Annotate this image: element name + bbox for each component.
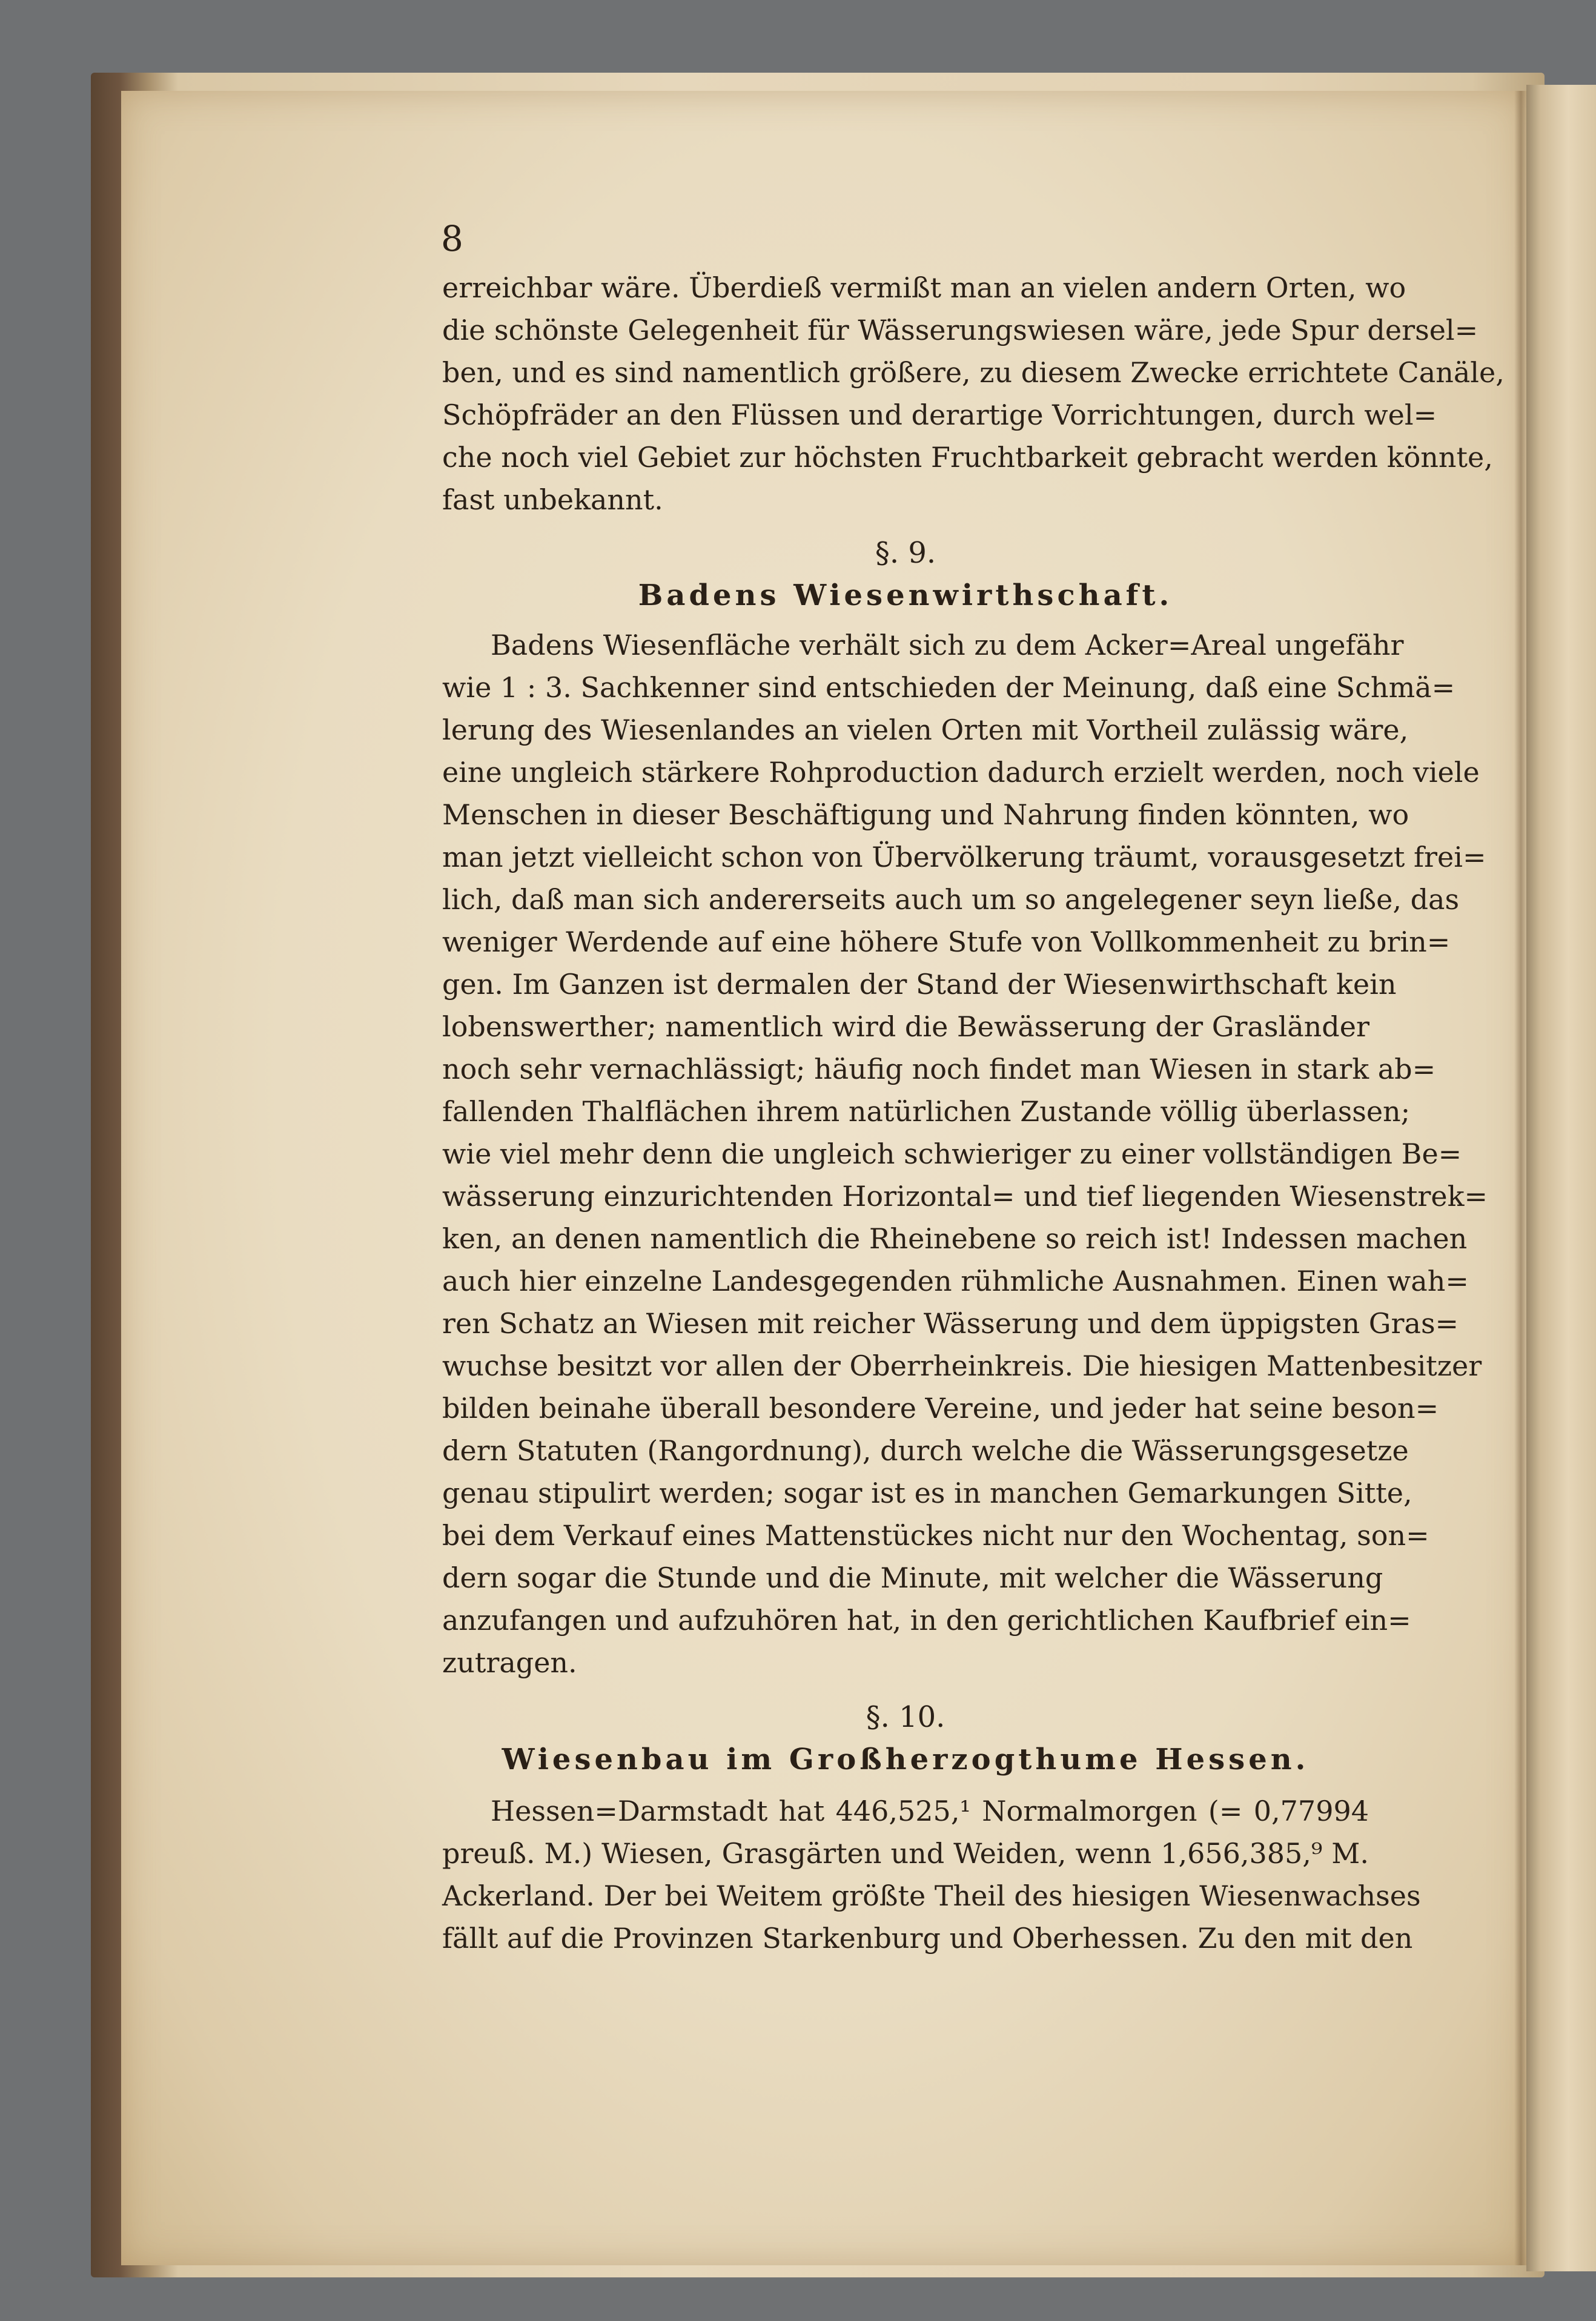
text-line: eine ungleich stärkere Rohproduction dadurch erzielt werden, noch viele xyxy=(442,756,1480,789)
text-line: Badens Wiesenfläche verhält sich zu dem Acker=Areal ungefähr xyxy=(491,629,1404,661)
text-line: ben, und es sind namentlich größere, zu diesem Zwecke errichtete Canäle, xyxy=(442,356,1505,389)
text-line: Ackerland. Der bei Weitem größte Theil des hiesigen Wiesenwachses xyxy=(442,1879,1421,1912)
text-line: auch hier einzelne Landesgegenden rühmliche Ausnahmen. Einen wah= xyxy=(442,1265,1469,1297)
text-line: Hessen=Darmstadt hat 446,525,¹ Normalmorgen (= 0,77994 xyxy=(491,1795,1369,1827)
text-line: lich, daß man sich andererseits auch um so angelegener seyn ließe, das xyxy=(442,883,1460,916)
page-gutter xyxy=(1514,91,1528,2265)
text-line: Menschen in dieser Beschäftigung und Nahrung finden könnten, wo xyxy=(442,798,1409,831)
text-line: preuß. M.) Wiesen, Grasgärten und Weiden, wenn 1,656,385,⁹ M. xyxy=(442,1837,1369,1870)
page-number: 8 xyxy=(441,218,463,259)
text-line: bei dem Verkauf eines Mattenstückes nicht nur den Wochentag, son= xyxy=(442,1519,1429,1552)
text-line: fallenden Thalflächen ihrem natürlichen Zustande völlig überlassen; xyxy=(442,1095,1411,1128)
text-line: Schöpfräder an den Flüssen und derartige Vorrichtungen, durch wel= xyxy=(442,399,1437,431)
text-line: noch sehr vernachlässigt; häufig noch findet man Wiesen in stark ab= xyxy=(442,1053,1436,1085)
text-line: lobenswerther; namentlich wird die Bewässerung der Grasländer xyxy=(442,1010,1369,1043)
text-line: bilden beinahe überall besondere Vereine, und jeder hat seine beson= xyxy=(442,1392,1439,1425)
text-line: ren Schatz an Wiesen mit reicher Wässerung und dem üppigsten Gras= xyxy=(442,1307,1459,1340)
text-line: ken, an denen namentlich die Rheinebene so reich ist! Indessen machen xyxy=(442,1222,1468,1255)
text-line: erreichbar wäre. Überdieß vermißt man an vielen andern Orten, wo xyxy=(442,271,1406,304)
section-9-number: §. 9. xyxy=(875,536,936,570)
facing-page-edge xyxy=(1526,85,1596,2271)
text-line: dern Statuten (Rangordnung), durch welche die Wässerungsgesetze xyxy=(442,1434,1409,1467)
text-line: dern sogar die Stunde und die Minute, mit welcher die Wässerung xyxy=(442,1561,1383,1594)
text-line: fast unbekannt. xyxy=(442,483,663,516)
text-line: weniger Werdende auf eine höhere Stufe von Vollkommenheit zu brin= xyxy=(442,925,1451,958)
text-line: wie viel mehr denn die ungleich schwieriger zu einer vollständigen Be= xyxy=(442,1137,1462,1170)
text-line: man jetzt vielleicht schon von Übervölkerung träumt, vorausgesetzt frei= xyxy=(442,841,1486,873)
text-line: wie 1 : 3. Sachkenner sind entschieden der Meinung, daß eine Schmä= xyxy=(442,671,1455,704)
section-9-title: Badens Wiesenwirthschaft. xyxy=(638,578,1173,612)
text-line: che noch viel Gebiet zur höchsten Fruchtbarkeit gebracht werden könnte, xyxy=(442,441,1493,474)
text-line: wässerung einzurichtenden Horizontal= und tief liegenden Wiesenstrek= xyxy=(442,1180,1488,1213)
text-line: gen. Im Ganzen ist dermalen der Stand der Wiesenwirthschaft kein xyxy=(442,968,1397,1001)
section-10-title: Wiesenbau im Großherzogthume Hessen. xyxy=(502,1743,1310,1776)
text-line: die schönste Gelegenheit für Wässerungswiesen wäre, jede Spur dersel= xyxy=(442,314,1478,346)
text-line: anzufangen und aufzuhören hat, in den gerichtlichen Kaufbrief ein= xyxy=(442,1604,1411,1637)
text-line: lerung des Wiesenlandes an vielen Orten mit Vortheil zulässig wäre, xyxy=(442,714,1409,746)
text-line: wuchse besitzt vor allen der Oberrheinkreis. Die hiesigen Mattenbesitzer xyxy=(442,1349,1482,1382)
text-line: genau stipulirt werden; sogar ist es in manchen Gemarkungen Sitte, xyxy=(442,1477,1412,1509)
section-10-number: §. 10. xyxy=(866,1700,945,1734)
text-line: fällt auf die Provinzen Starkenburg und Oberhessen. Zu den mit den xyxy=(442,1922,1413,1955)
text-line: zutragen. xyxy=(442,1646,577,1679)
